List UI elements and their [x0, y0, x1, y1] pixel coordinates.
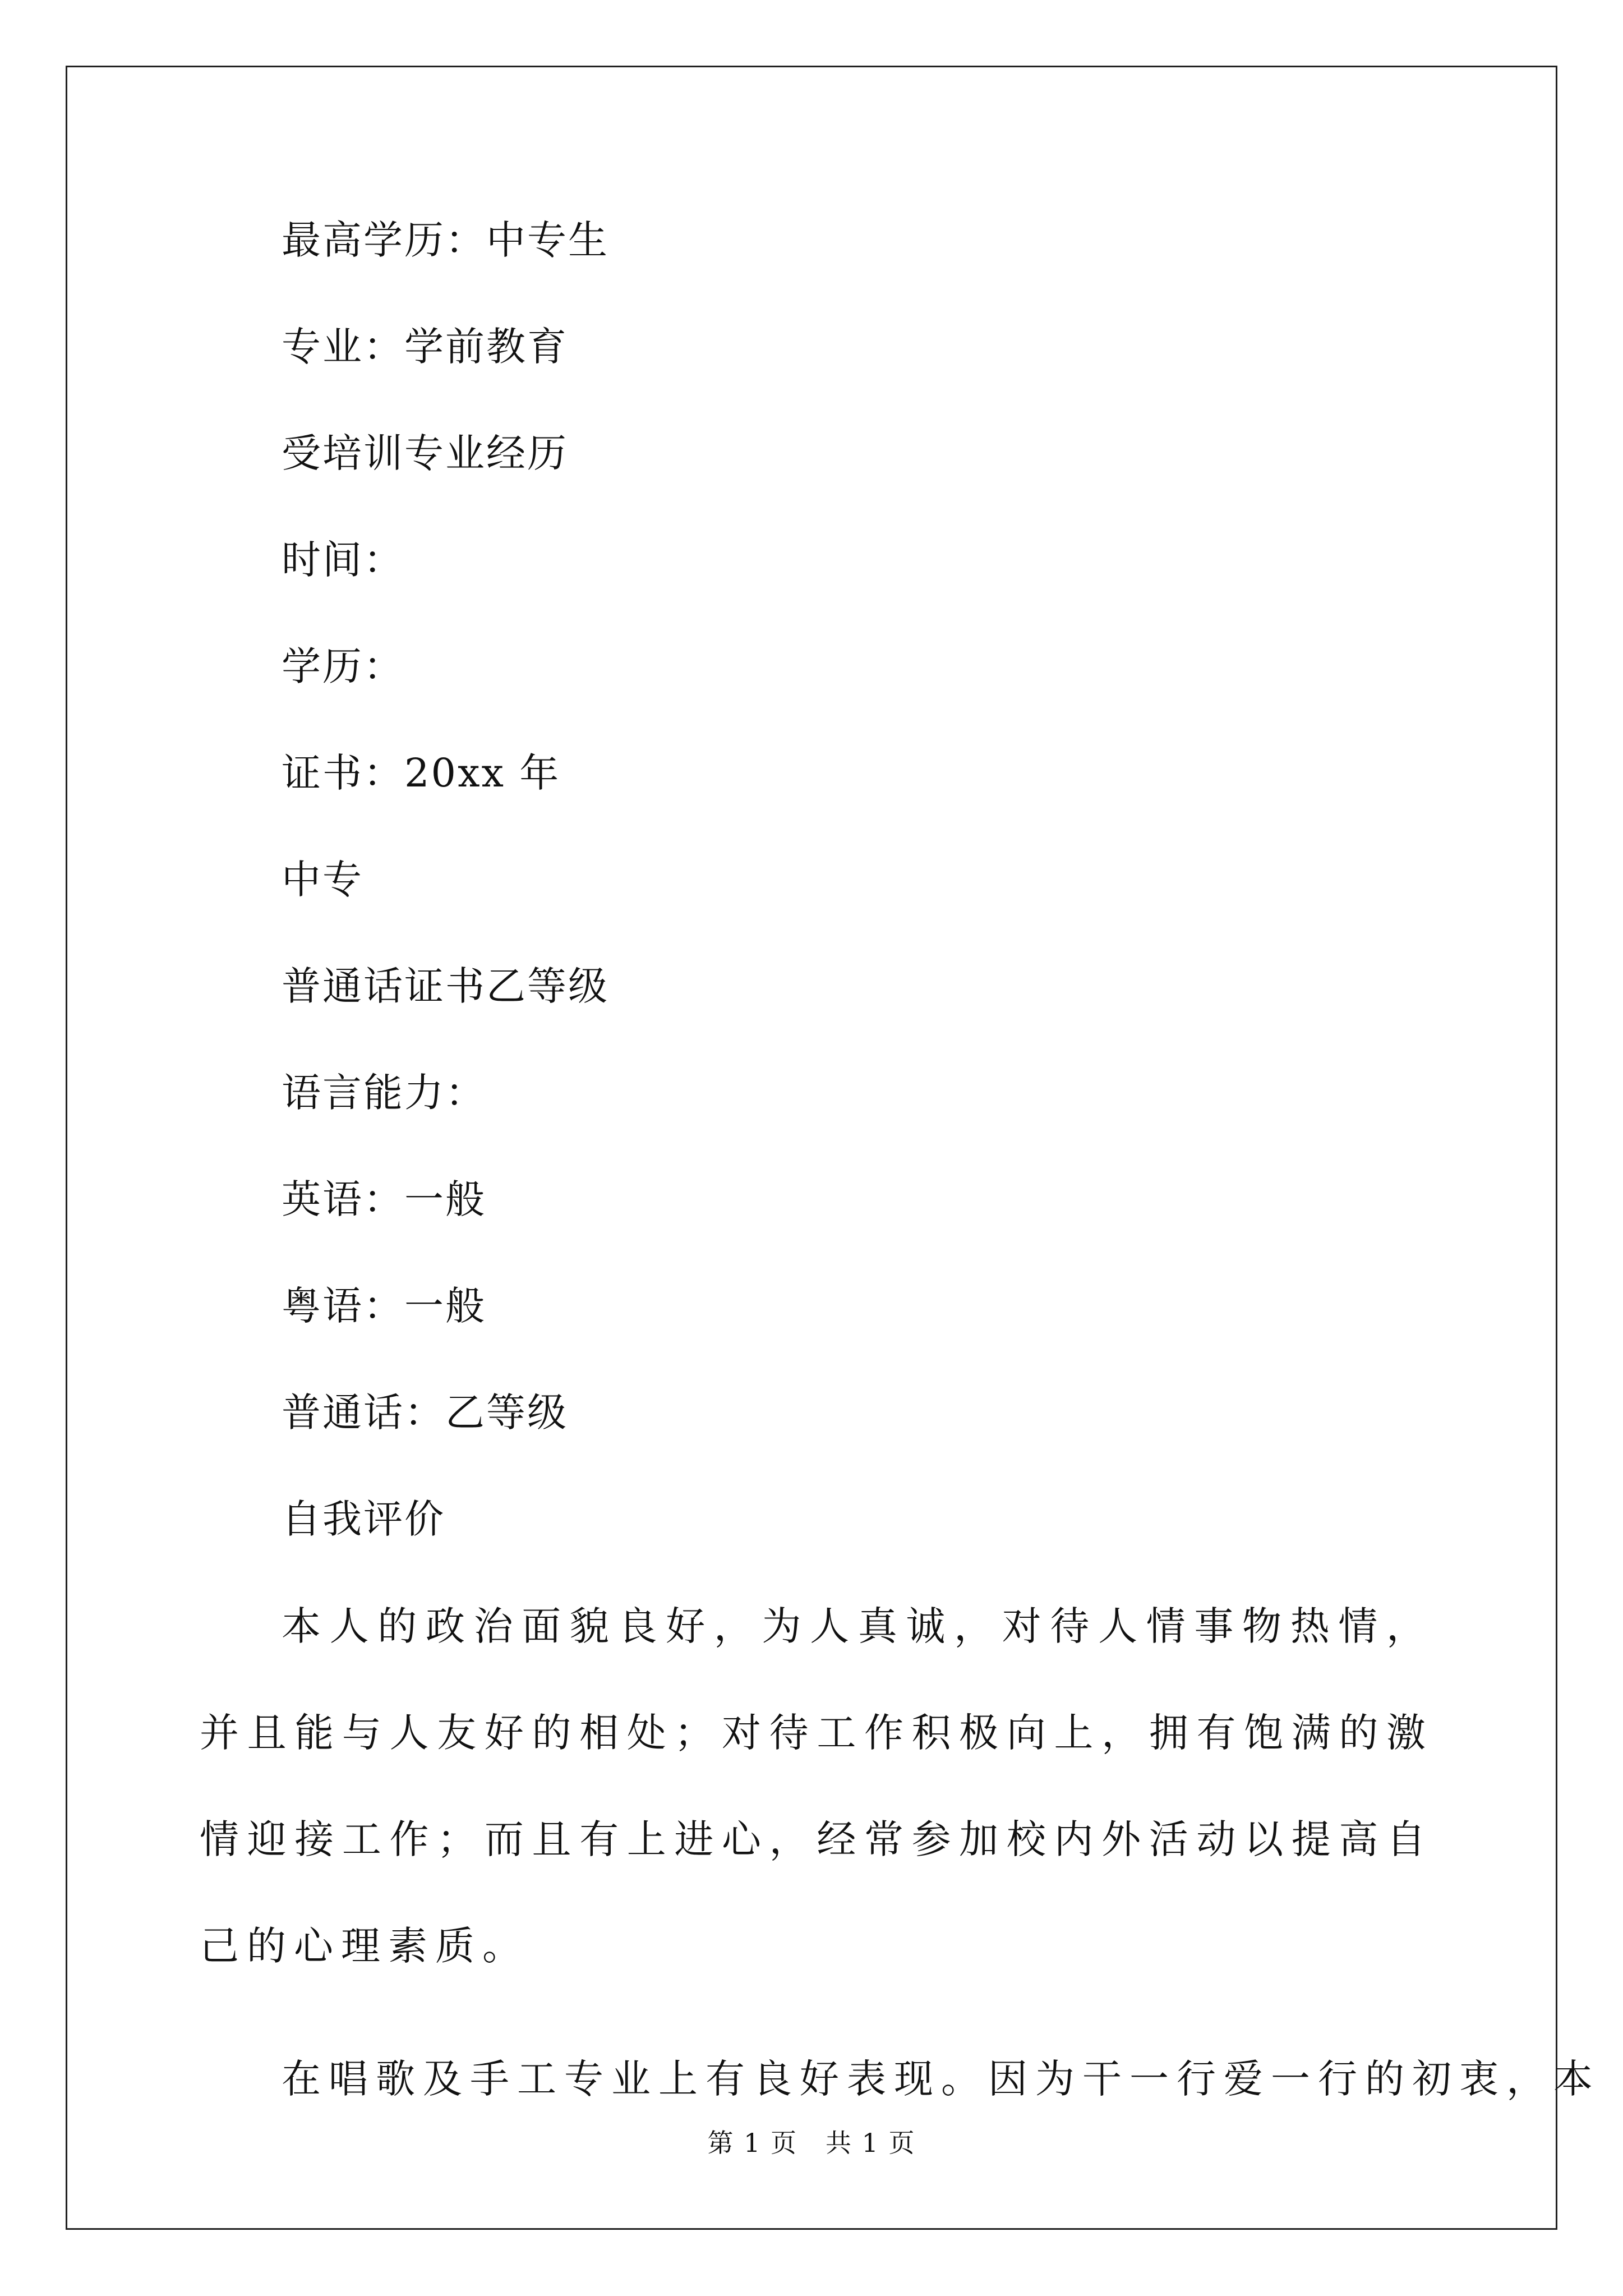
text-line-mandarin-cert: 普通话证书乙等级 [282, 963, 609, 1009]
text-line-time: 时间： [282, 537, 404, 583]
page-total: 共 1 页 [826, 2128, 916, 2158]
text-line-certificate: 证书：20xx 年 [282, 750, 561, 796]
text-line-mandarin: 普通话：乙等级 [282, 1389, 568, 1435]
text-line-training-heading: 受培训专业经历 [282, 430, 568, 476]
text-line-english: 英语：一般 [282, 1176, 486, 1222]
text-line-major: 专业：学前教育 [282, 324, 568, 370]
document-body [200, 213, 1601, 2106]
text-line-cantonese: 粤语：一般 [282, 1283, 486, 1329]
paragraph-performance: 在唱歌及手工专业上有良好表现。因为干一行爱一行的初衷，本 [282, 2056, 1601, 2102]
text-line-secondary: 中专 [282, 857, 363, 903]
text-line-self-evaluation-heading: 自我评价 [282, 1496, 445, 1542]
text-line-education: 学历： [282, 643, 404, 689]
paragraph-self-evaluation: 本人的政治面貌良好，为人真诚，对待人情事物热情，并且能与人友好的相处；对待工作积极向上，拥有饱满的激情迎接工作；而且有上进心，经常参加校内外活动以提高自己的心理素质。 [200, 1603, 1433, 1969]
page-number: 第 1 页 [707, 2128, 797, 2158]
text-line-highest-education: 最高学历：中专生 [282, 217, 609, 263]
text-line-language-heading: 语言能力： [282, 1070, 486, 1116]
page-footer [0, 2126, 1623, 2160]
